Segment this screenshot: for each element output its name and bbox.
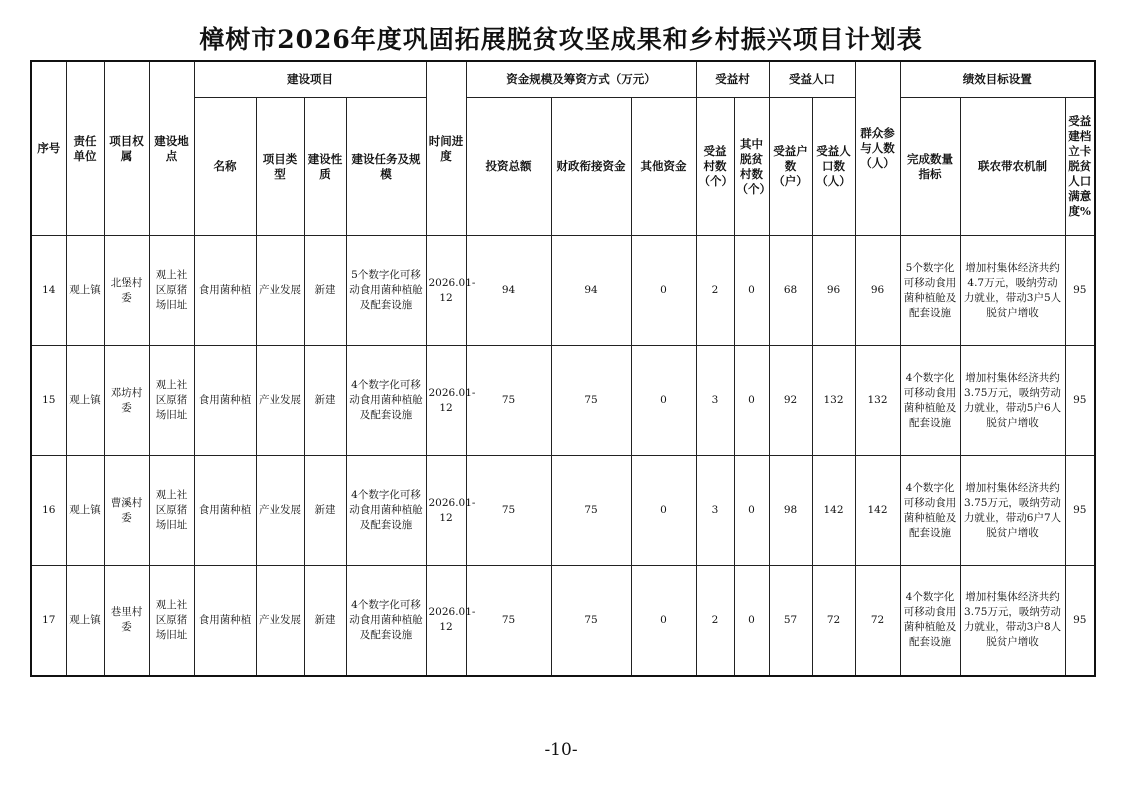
- project-plan-table: [30, 60, 1096, 677]
- cell-completion: 5个数字化可移动食用菌种植舱及配套设施: [900, 236, 960, 346]
- cell-participants: 96: [855, 236, 900, 346]
- cell-unit: 观上镇: [66, 346, 104, 456]
- cell-type: 产业发展: [256, 456, 304, 566]
- cell-mechanism: 增加村集体经济共约3.75万元，吸纳劳动力就业，带动3户8人脱贫户增收: [960, 566, 1065, 676]
- cell-participants: 72: [855, 566, 900, 676]
- cell-ownership: 巷里村委: [104, 566, 149, 676]
- cell-other: 0: [631, 346, 696, 456]
- cell-total: 75: [466, 346, 551, 456]
- cell-fiscal: 75: [551, 566, 631, 676]
- header-population-group: 受益人口: [769, 61, 855, 98]
- cell-name: 食用菌种植: [194, 346, 256, 456]
- cell-total: 94: [466, 236, 551, 346]
- cell-schedule: 2026.01-12: [426, 346, 466, 456]
- cell-schedule: 2026.01-12: [426, 456, 466, 566]
- cell-households: 68: [769, 236, 812, 346]
- cell-unit: 观上镇: [66, 456, 104, 566]
- cell-mechanism: 增加村集体经济共约4.7万元，吸纳劳动力就业，带动3户5人脱贫户增收: [960, 236, 1065, 346]
- cell-unit: 观上镇: [66, 566, 104, 676]
- header-mechanism: 联农带农机制: [960, 98, 1065, 236]
- cell-ownership: 北堡村委: [104, 236, 149, 346]
- table-row: [31, 456, 1095, 566]
- cell-nature: 新建: [304, 566, 346, 676]
- cell-task: 4个数字化可移动食用菌种植舱及配套设施: [346, 566, 426, 676]
- header-households: 受益户数（户）: [769, 98, 812, 236]
- cell-households: 92: [769, 346, 812, 456]
- cell-task: 4个数字化可移动食用菌种植舱及配套设施: [346, 346, 426, 456]
- cell-name: 食用菌种植: [194, 236, 256, 346]
- cell-fiscal: 94: [551, 236, 631, 346]
- header-participants: 群众参与人数（人）: [855, 61, 900, 236]
- cell-completion: 4个数字化可移动食用菌种植舱及配套设施: [900, 456, 960, 566]
- cell-satisfaction: 95: [1065, 236, 1095, 346]
- cell-task: 4个数字化可移动食用菌种植舱及配套设施: [346, 456, 426, 566]
- cell-satisfaction: 95: [1065, 346, 1095, 456]
- cell-task: 5个数字化可移动食用菌种植舱及配套设施: [346, 236, 426, 346]
- cell-poor-village: 0: [734, 346, 769, 456]
- cell-other: 0: [631, 566, 696, 676]
- header-village-count: 受益村数（个）: [696, 98, 734, 236]
- header-nature: 建设性质: [304, 98, 346, 236]
- cell-fiscal: 75: [551, 346, 631, 456]
- cell-people: 96: [812, 236, 855, 346]
- cell-poor-village: 0: [734, 566, 769, 676]
- cell-fiscal: 75: [551, 456, 631, 566]
- header-ownership: 项目权属: [104, 61, 149, 236]
- header-fiscal: 财政衔接资金: [551, 98, 631, 236]
- cell-total: 75: [466, 566, 551, 676]
- page-title: 樟树市2026年度巩固拓展脱贫攻坚成果和乡村振兴项目计划表: [199, 25, 923, 54]
- cell-households: 98: [769, 456, 812, 566]
- header-unit: 责任单位: [66, 61, 104, 236]
- cell-schedule: 2026.01-12: [426, 566, 466, 676]
- cell-type: 产业发展: [256, 236, 304, 346]
- header-satisfaction: 受益建档立卡脱贫人口满意度%: [1065, 98, 1095, 236]
- header-total: 投资总额: [466, 98, 551, 236]
- cell-satisfaction: 95: [1065, 566, 1095, 676]
- cell-people: 132: [812, 346, 855, 456]
- cell-ownership: 曹溪村委: [104, 456, 149, 566]
- cell-location: 观上社区原猪场旧址: [149, 456, 194, 566]
- header-village-group: 受益村: [696, 61, 769, 98]
- header-location: 建设地点: [149, 61, 194, 236]
- header-name: 名称: [194, 98, 256, 236]
- cell-name: 食用菌种植: [194, 566, 256, 676]
- header-task: 建设任务及规模: [346, 98, 426, 236]
- cell-mechanism: 增加村集体经济共约3.75万元，吸纳劳动力就业，带动5户6人脱贫户增收: [960, 346, 1065, 456]
- header-completion: 完成数量指标: [900, 98, 960, 236]
- cell-total: 75: [466, 456, 551, 566]
- cell-poor-village: 0: [734, 236, 769, 346]
- cell-type: 产业发展: [256, 346, 304, 456]
- page-number: -10-: [544, 740, 578, 760]
- cell-participants: 142: [855, 456, 900, 566]
- table-row: [31, 236, 1095, 346]
- header-other: 其他资金: [631, 98, 696, 236]
- header-schedule: 时间进度: [426, 61, 466, 236]
- header-type: 项目类型: [256, 98, 304, 236]
- header-seq: 序号: [31, 61, 66, 236]
- header-people: 受益人口数（人）: [812, 98, 855, 236]
- cell-seq: 16: [31, 456, 66, 566]
- cell-completion: 4个数字化可移动食用菌种植舱及配套设施: [900, 566, 960, 676]
- cell-people: 72: [812, 566, 855, 676]
- cell-other: 0: [631, 236, 696, 346]
- header-project-group: 建设项目: [194, 61, 426, 98]
- cell-nature: 新建: [304, 346, 346, 456]
- cell-participants: 132: [855, 346, 900, 456]
- table-row: [31, 566, 1095, 676]
- cell-people: 142: [812, 456, 855, 566]
- table-row: [31, 346, 1095, 456]
- cell-location: 观上社区原猪场旧址: [149, 346, 194, 456]
- cell-location: 观上社区原猪场旧址: [149, 236, 194, 346]
- cell-households: 57: [769, 566, 812, 676]
- cell-satisfaction: 95: [1065, 456, 1095, 566]
- cell-type: 产业发展: [256, 566, 304, 676]
- cell-village-count: 2: [696, 566, 734, 676]
- cell-completion: 4个数字化可移动食用菌种植舱及配套设施: [900, 346, 960, 456]
- cell-poor-village: 0: [734, 456, 769, 566]
- cell-seq: 17: [31, 566, 66, 676]
- cell-unit: 观上镇: [66, 236, 104, 346]
- cell-seq: 15: [31, 346, 66, 456]
- cell-location: 观上社区原猪场旧址: [149, 566, 194, 676]
- cell-nature: 新建: [304, 456, 346, 566]
- cell-schedule: 2026.01-12: [426, 236, 466, 346]
- cell-village-count: 3: [696, 456, 734, 566]
- cell-name: 食用菌种植: [194, 456, 256, 566]
- cell-nature: 新建: [304, 236, 346, 346]
- cell-mechanism: 增加村集体经济共约3.75万元，吸纳劳动力就业，带动6户7人脱贫户增收: [960, 456, 1065, 566]
- header-goal-group: 绩效目标设置: [900, 61, 1095, 98]
- cell-other: 0: [631, 456, 696, 566]
- cell-village-count: 2: [696, 236, 734, 346]
- header-fund-group: 资金规模及筹资方式（万元）: [466, 61, 696, 98]
- cell-village-count: 3: [696, 346, 734, 456]
- header-poor-village: 其中脱贫村数（个）: [734, 98, 769, 236]
- cell-ownership: 邓坊村委: [104, 346, 149, 456]
- cell-seq: 14: [31, 236, 66, 346]
